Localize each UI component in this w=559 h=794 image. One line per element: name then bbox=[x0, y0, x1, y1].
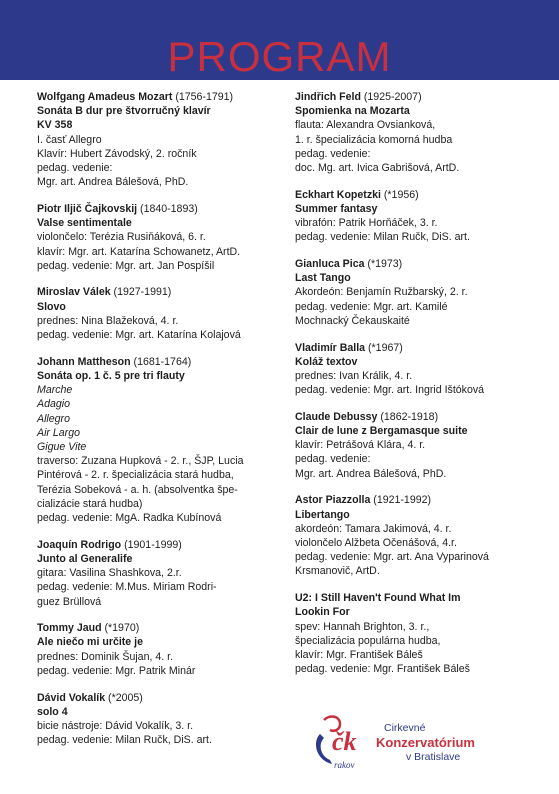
work-title: Lookin For bbox=[295, 606, 350, 619]
program-entry bbox=[295, 493, 535, 578]
performer-detail: pedag. vedenie: MgA. Radka Kubínová bbox=[37, 511, 222, 524]
performer-detail: I. časť Allegro bbox=[37, 133, 102, 146]
performer-detail: flauta: Alexandra Ovsianková, bbox=[295, 119, 436, 132]
program-entry bbox=[37, 691, 277, 748]
performer-detail: bicie nástroje: Dávid Vokalík, 3. r. bbox=[37, 719, 194, 732]
entry-heading bbox=[295, 493, 535, 507]
composer-dates: (1681-1764) bbox=[130, 355, 192, 368]
performer-detail: guez Brüllová bbox=[37, 595, 102, 608]
program-column-right bbox=[295, 90, 535, 689]
composer-name: Joaquín Rodrigo bbox=[37, 538, 122, 551]
performer-detail: Mochnacký Čekauskaité bbox=[295, 314, 410, 327]
work-title: Last Tango bbox=[295, 272, 351, 285]
performer-detail: violončelo: Terézia Rusiňáková, 6. r. bbox=[37, 231, 206, 244]
composer-name: Vladimír Balla bbox=[295, 341, 366, 354]
composer-name: Miroslav Válek bbox=[37, 286, 111, 299]
performer-detail: pedag. vedenie: Mgr. art. Ingrid Ištóková bbox=[295, 384, 485, 397]
performer-detail: pedag. vedenie: bbox=[295, 147, 371, 160]
performer-detail: gitara: Vasilina Shashkova, 2.r. bbox=[37, 567, 182, 580]
work-title: Sonáta op. 1 č. 5 pre tri flauty bbox=[37, 369, 185, 382]
movement: Gigue Vite bbox=[37, 440, 87, 453]
composer-name: Astor Piazzolla bbox=[295, 494, 371, 507]
movement: Marche bbox=[37, 384, 73, 397]
composer-dates: (1901-1999) bbox=[121, 538, 182, 551]
performer-detail: prednes: Nina Blažeková, 4. r. bbox=[37, 314, 179, 327]
composer-dates: (1862-1918) bbox=[377, 410, 439, 423]
performer-detail: klavír: Mgr. art. Katarína Schowanetz, ArtD. bbox=[37, 245, 241, 258]
work-title: Junto al Generalife bbox=[37, 552, 133, 565]
work-title: KV 358 bbox=[37, 119, 73, 132]
program-entry bbox=[295, 410, 535, 481]
movement: Air Largo bbox=[37, 426, 80, 439]
performer-detail: akordeón: Tamara Jakimová, 4. r. bbox=[295, 522, 452, 535]
composer-dates: (*1956) bbox=[380, 188, 419, 201]
performer-detail: pedag. vedenie: Mgr. art. Kamilé bbox=[295, 300, 448, 313]
performer-detail: pedag. vedenie: bbox=[37, 162, 113, 175]
composer-name: U2: I Still Haven't Found What Im bbox=[295, 592, 461, 605]
entry-heading bbox=[295, 90, 535, 104]
svg-text:čk: čk bbox=[332, 727, 357, 756]
program-entry bbox=[37, 621, 277, 678]
work-title: Slovo bbox=[37, 300, 66, 313]
performer-detail: Mgr. art. Andrea Bálešová, PhD. bbox=[295, 467, 447, 480]
entry-heading bbox=[295, 188, 535, 202]
performer-detail: prednes: Ivan Králik, 4. r. bbox=[295, 369, 413, 382]
entry-heading bbox=[37, 538, 277, 552]
performer-detail: Krsmanovič, ArtD. bbox=[295, 565, 380, 578]
entry-heading bbox=[37, 691, 277, 705]
work-title: Clair de lune z Bergamasque suite bbox=[295, 425, 468, 438]
program-entry bbox=[37, 202, 277, 273]
entry-heading bbox=[295, 341, 535, 355]
program-entry bbox=[37, 285, 277, 342]
performer-detail: pedag. vedenie: Mgr. art. Ana Vyparinová bbox=[295, 551, 489, 564]
performer-detail: pedag. vedenie: Mgr. Patrik Minár bbox=[37, 664, 196, 677]
logo-line-2: Konzervatórium bbox=[376, 735, 475, 750]
performer-detail: pedag. vedenie: Milan Ručk, DiS. art. bbox=[295, 231, 470, 244]
composer-dates: (*1970) bbox=[101, 622, 140, 635]
performer-detail: pedag. vedenie: Mgr. František Báleš bbox=[295, 663, 470, 676]
conservatory-logo bbox=[310, 712, 530, 772]
work-title: Summer fantasy bbox=[295, 202, 378, 215]
performer-detail: Akordeón: Benjamín Ružbarský, 2. r. bbox=[295, 286, 468, 299]
program-entry bbox=[37, 538, 277, 609]
composer-name: Eckhart Kopetzki bbox=[295, 188, 381, 201]
logo-tag: rakov bbox=[334, 760, 355, 770]
entry-heading bbox=[295, 410, 535, 424]
performer-detail: 1. r. špecializácia komorná hudba bbox=[295, 133, 453, 146]
performer-detail: spev: Hannah Brighton, 3. r., bbox=[295, 620, 430, 633]
entry-heading bbox=[295, 591, 535, 605]
page-title-text: PROGRAM bbox=[167, 33, 392, 80]
composer-dates: (*2005) bbox=[105, 691, 143, 704]
work-title: Sonáta B dur pre štvorručný klavír bbox=[37, 105, 211, 118]
work-title: Valse sentimentale bbox=[37, 217, 132, 230]
performer-detail: prednes: Dominik Šujan, 4. r. bbox=[37, 650, 174, 663]
movement: Adagio bbox=[37, 398, 70, 411]
composer-dates: (1927-1991) bbox=[110, 286, 172, 299]
composer-name: Johann Mattheson bbox=[37, 355, 131, 368]
performer-detail: pedag. vedenie: Mgr. art. Katarína Kolajová bbox=[37, 329, 241, 342]
composer-name: Gianluca Pica bbox=[295, 258, 365, 271]
logo-line-1: Cirkevné bbox=[384, 722, 426, 734]
performer-detail: pedag. vedenie: bbox=[295, 453, 371, 466]
composer-name: Claude Debussy bbox=[295, 410, 378, 423]
composer-dates: (*1973) bbox=[364, 258, 403, 271]
entry-heading bbox=[37, 355, 277, 369]
program-entry bbox=[295, 341, 535, 398]
logo-text bbox=[376, 721, 475, 764]
composer-name: Piotr Iljič Čajkovskij bbox=[37, 202, 138, 215]
program-entry bbox=[295, 90, 535, 175]
composer-name: Tommy Jaud bbox=[37, 622, 102, 635]
work-title: Libertango bbox=[295, 508, 350, 521]
program-column-left bbox=[37, 90, 277, 760]
performer-detail: Pintérová - 2. r. špecializácia stará hudba, bbox=[37, 469, 234, 482]
performer-detail: klavír: Petrášová Klára, 4. r. bbox=[295, 439, 426, 452]
entry-heading bbox=[295, 257, 535, 271]
composer-dates: (1840-1893) bbox=[137, 202, 198, 215]
entry-heading bbox=[37, 202, 277, 216]
program-entry bbox=[295, 591, 535, 676]
composer-dates: (1925-2007) bbox=[360, 91, 422, 103]
program-entry bbox=[37, 355, 277, 525]
work-title: Koláž textov bbox=[295, 355, 358, 368]
composer-name: Wolfgang Amadeus Mozart bbox=[37, 91, 173, 103]
composer-dates: (1756-1791) bbox=[172, 91, 234, 103]
performer-detail: Terézia Sobeková - a. h. (absolventka špe- bbox=[37, 483, 238, 496]
entry-heading bbox=[37, 621, 277, 635]
performer-detail: špecializácia populárna hudba, bbox=[295, 634, 441, 647]
performer-detail: pedag. vedenie: Mgr. art. Jan Pospíšil bbox=[37, 259, 215, 272]
work-title: Ale niečo mi určite je bbox=[37, 636, 143, 649]
entry-heading bbox=[37, 90, 277, 104]
page-title bbox=[0, 32, 559, 82]
entry-heading bbox=[37, 285, 277, 299]
composer-name: Dávid Vokalík bbox=[37, 691, 106, 704]
performer-detail: doc. Mg. art. Ivica Gabrišová, ArtD. bbox=[295, 162, 460, 175]
performer-detail: violončelo Alžbeta Očenášová, 4.r. bbox=[295, 536, 457, 549]
performer-detail: cializácie stará hudba) bbox=[37, 497, 143, 510]
composer-dates: (*1967) bbox=[365, 341, 403, 354]
performer-detail: Klavír: Hubert Závodský, 2. ročník bbox=[37, 147, 197, 160]
program-entry bbox=[295, 188, 535, 245]
performer-detail: klavír: Mgr. František Báleš bbox=[295, 648, 423, 661]
logo-mark-icon bbox=[310, 712, 372, 772]
work-title: solo 4 bbox=[37, 705, 68, 718]
logo-line-3: v Bratislave bbox=[406, 751, 461, 763]
work-title: Spomienka na Mozarta bbox=[295, 105, 410, 118]
performer-detail: pedag. vedenie: M.Mus. Miriam Rodri- bbox=[37, 581, 217, 594]
composer-name: Jindřich Feld bbox=[295, 91, 361, 103]
program-entry bbox=[295, 257, 535, 328]
movement: Allegro bbox=[37, 412, 70, 425]
performer-detail: traverso: Zuzana Hupková - 2. r., ŠJP, Lucia bbox=[37, 455, 244, 468]
performer-detail: vibrafón: Patrik Horňáček, 3. r. bbox=[295, 217, 438, 230]
program-entry bbox=[37, 90, 277, 189]
composer-dates: (1921-1992) bbox=[370, 494, 432, 507]
performer-detail: Mgr. art. Andrea Bálešová, PhD. bbox=[37, 176, 189, 189]
performer-detail: pedag. vedenie: Milan Ručk, DiS. art. bbox=[37, 734, 212, 747]
